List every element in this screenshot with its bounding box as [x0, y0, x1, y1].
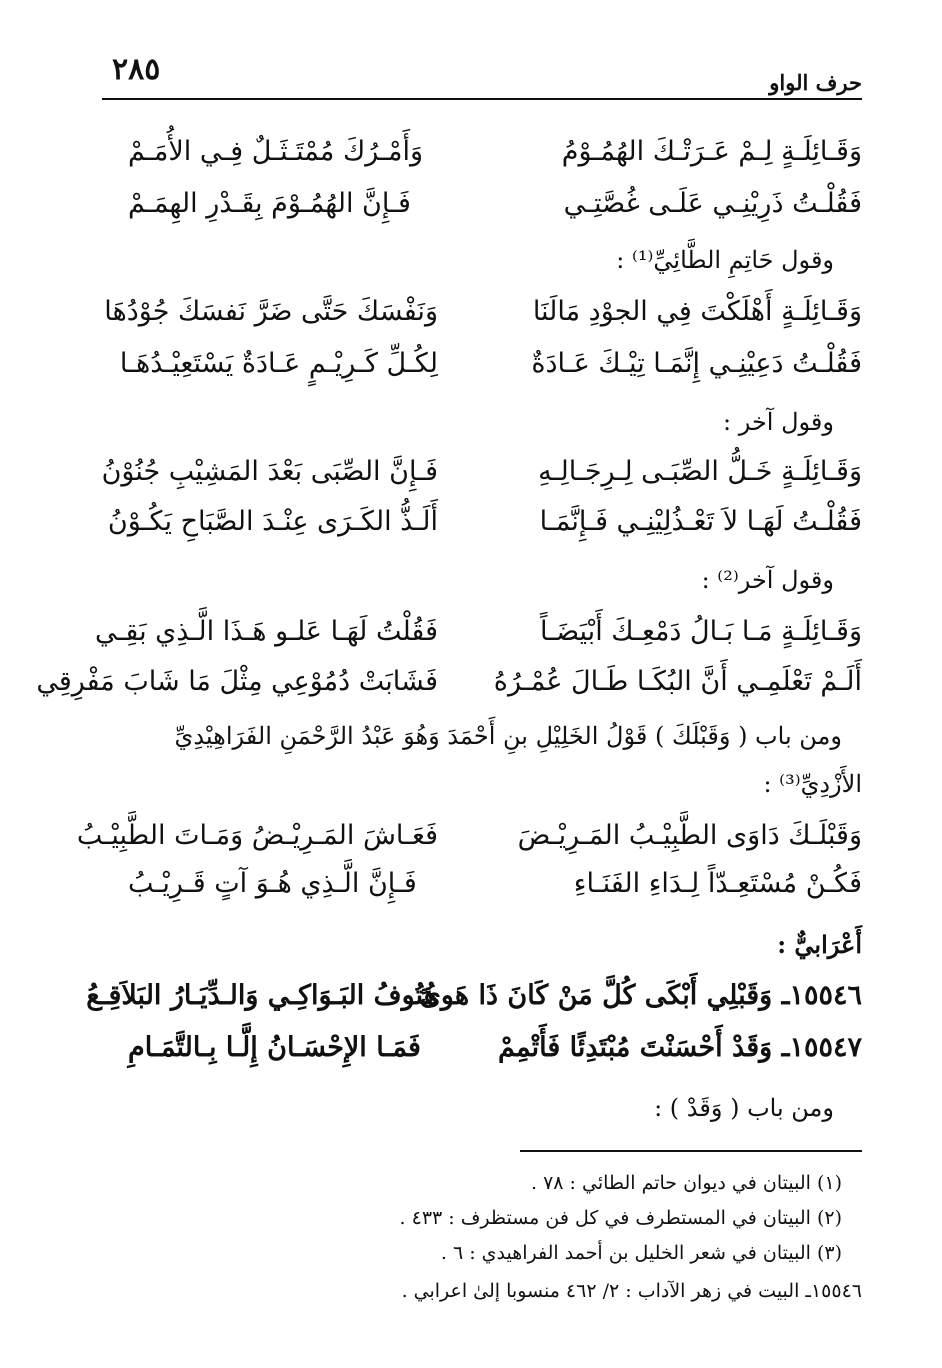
verse-left: لِكُـلِّ كَـرِيْـمٍ عَـادَةٌ يَسْتَعِيْـدُهَـا	[119, 348, 438, 379]
verse-right: وَقَـائِلَـةٍ أَهْلَكْتَ فِي الجوْدِ مَالَنَا	[532, 296, 862, 327]
footnote: (٣) البيتان في شعر الخليل بن أحمد الفراهيدي : ٦ .	[440, 1242, 842, 1264]
verse-left: فَقُلْتُ لَهَـا عَلـو هَـذَا الَّـذِي بَقِـي	[95, 616, 438, 647]
footnote-rule	[520, 1150, 862, 1152]
intro-line: وقول آخر⁽²⁾ :	[701, 566, 834, 594]
section-title: حرف الواو	[769, 70, 862, 95]
verse-right: ١٥٥٤٧ـ وَقَدْ أَحْسَنْتَ مُبْتَدِئًا فَأَتْمِمْ	[498, 1032, 862, 1063]
verse-right: فَقُلْـتُ لَهَـا لاَ تَعْـذُلِيْنِـي فَـإِنَّمَـا	[539, 506, 862, 537]
verse-right: فَكُـنْ مُسْتَعِـدّاً لِـدَاءِ الفَنَـاءِ	[573, 868, 862, 899]
header-rule	[102, 98, 862, 100]
verse-left: هُتُوفُ البَـوَاكِـي وَالـدِّيَـارُ البَلاَقِـعُ	[86, 980, 438, 1011]
verse-right: وَقَبْلَـكَ دَاوَى الطَّبِيْـبُ المَـرِيْـضَ	[517, 820, 862, 851]
intro-line: أَعْرَابيٌّ :	[777, 930, 862, 959]
verse-right: وَقَـائِلَـةٍ لِـمْ عَـرَتْـكَ الهُمُـوْمُ	[561, 136, 862, 167]
verse-left: فَمَـا الإِحْسَـانُ إِلَّـا بِـالتَّمَـامِ	[128, 1032, 421, 1063]
intro-line: وقول آخر :	[723, 408, 834, 436]
verse-left: فَـإِنَّ الصِّبَى بَعْدَ المَشِيْبِ جُنُوْنُ	[101, 456, 438, 487]
verse-left: وَنَفْسَكَ حَتَّى ضَرَّ نَفسَكَ جُوْدُهَا	[104, 296, 438, 327]
verse-right: وَقَـائِلَـةٍ مَـا بَـالُ دَمْعِـكَ أَبْيَضَـاً	[539, 616, 862, 647]
verse-left: أَلَـذُّ الكَـرَى عِنْـدَ الصَّبَاحِ يَكُـوْنُ	[107, 506, 438, 537]
intro-line: ومن باب ( وَقَدْ ) :	[654, 1094, 834, 1122]
verse-left: وَأَمْـرُكَ مُمْتَـثَـلٌ فِـي الأُمَـمْ	[128, 136, 424, 167]
verse-left: فَـإِنَّ الهُمُـوْمَ بِقَـدْرِ الهِمَـمْ	[128, 188, 411, 219]
footnote: (٢) البيتان في المستطرف في كل فن مستظرف : ٤٣٣ .	[399, 1207, 842, 1229]
verse-right: فَقُلْـتُ ذَرِيْنِـي عَلَـى غُصَّتِـي	[563, 188, 862, 219]
verse-right: ١٥٥٤٦ـ وَقَبْلِي أَبْكَى كُلَّ مَنْ كَانَ ذَا هَوىً	[419, 980, 862, 1011]
verse-right: فَقُلْـتُ دَعِيْنِـي إِنَّمَـا تِيْـكَ عَـادَةٌ	[531, 348, 862, 379]
verse-right: أَلَـمْ تَعْلَمِـي أَنَّ البُكَـا طَـالَ عُمْـرُهُ	[493, 666, 862, 697]
footnote: (١) البيتان في ديوان حاتم الطائي : ٧٨ .	[530, 1172, 842, 1194]
verse-left: فَـإِنَّ الَّـذِي هُـوَ آتٍ قَـرِيْـبُ	[128, 868, 417, 899]
intro-line: ومن باب ( وَقَبْلَكَ ) قَوْلُ الخَلِيْلِ بنِ أَحْمَدَ وَهُوَ عَبْدُ الرَّحْمَنِ الفَرَاهِيْدِيِّ	[174, 722, 842, 750]
intro-line: الأَزْدِيِّ⁽³⁾ :	[763, 770, 862, 798]
verse-left: فَشَابَتْ دُمُوْعِي مِثْلَ مَا شَابَ مَفْرِقِي	[36, 666, 438, 697]
verse-right: وَقَـائِلَـةٍ خَـلُّ الصِّبَـى لِـرِجَـالِـهِ	[538, 456, 862, 487]
verse-left: فَعَـاشَ المَـرِيْـضُ وَمَـاتَ الطَّبِيْـبُ	[76, 820, 438, 851]
footnote: ١٥٥٤٦ـ البيت في زهر الآداب : ٢/ ٤٦٢ منسوبا إلىٰ اعرابي .	[401, 1280, 862, 1302]
intro-line: وقول حَاتِمِ الطَّائِيِّ⁽¹⁾ :	[616, 246, 834, 274]
page-number: ٢٨٥	[112, 52, 161, 87]
